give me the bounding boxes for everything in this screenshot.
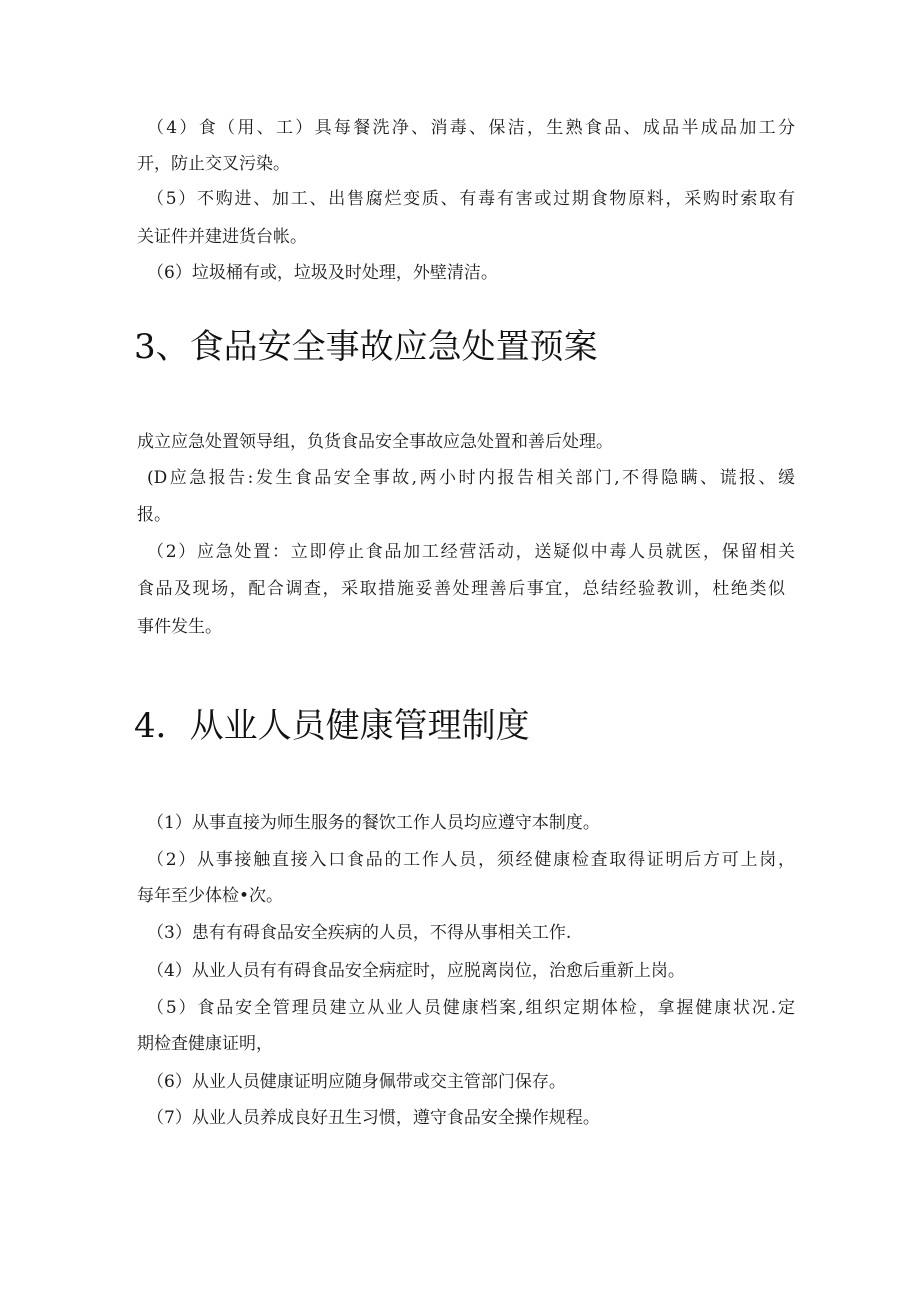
paragraph-line: 成立应急处置领导组，负货食品安全事故应急处置和善后处理。 [137, 432, 613, 452]
paragraph-line: 事件发生。 [137, 617, 222, 637]
paragraph-line: 关证件并建进货台帐。 [137, 227, 307, 247]
paragraph-line: （5）食品安全管理员建立从业人员健康档案,组织定期体检，拿握健康状况.定 [147, 998, 795, 1018]
paragraph-line: （5）不购进、加工、出售腐烂变质、有毒有害或过期食物原料，采购时索取有 [147, 189, 795, 209]
paragraph-line: 每年至少体检•次。 [137, 886, 284, 906]
section-heading: 3、食品安全事故应急处置预案 [134, 327, 598, 367]
paragraph-line: （7）从业人员养成良好丑生习惯，遵守食品安全操作规程。 [147, 1108, 600, 1128]
paragraph-line: (D应急报告:发生食品安全事故,两小时内报告相关部门,不得隐瞒、谎报、缓 [147, 468, 795, 488]
paragraph-line: 报。 [137, 505, 171, 525]
paragraph-line: （4）从业人员有有碍食品安全病症时，应脱离岗位，治愈后重新上岗。 [147, 961, 685, 981]
paragraph-line: （4）食（用、工）具每餐洗净、消毒、保洁，生熟食品、成品半成品加工分 [147, 118, 795, 138]
paragraph-line: 期检査健康证明， [137, 1034, 273, 1054]
paragraph-line: （3）患有有碍食品安全疾病的人员，不得从事相关工作. [147, 923, 572, 943]
paragraph-line: （6）从业人员健康证明应随身佩带或交主管部门保存。 [147, 1072, 566, 1092]
section-heading: 4．从业人员健康管理制度 [134, 706, 530, 746]
paragraph-line: （1）从事直接为师生服务的餐饮工作人员均应遵守本制度。 [147, 813, 600, 833]
paragraph-line: 食品及现场，配合调查，采取措施妥善处理善后事宜，总结经验教训，杜绝类似 [137, 579, 785, 599]
paragraph-line: （2）应急处置：立即停止食品加工经营活动，送疑似中毒人员就医，保留相关 [147, 542, 795, 562]
paragraph-line: （6）垃圾桶有或，垃圾及时处理，外壁清洁。 [147, 263, 498, 283]
paragraph-line: 开，防止交叉污染。 [137, 154, 290, 174]
paragraph-line: （2）从事接触直接入口食品的工作人员，须经健康检査取得证明后方可上岗， [147, 850, 795, 870]
